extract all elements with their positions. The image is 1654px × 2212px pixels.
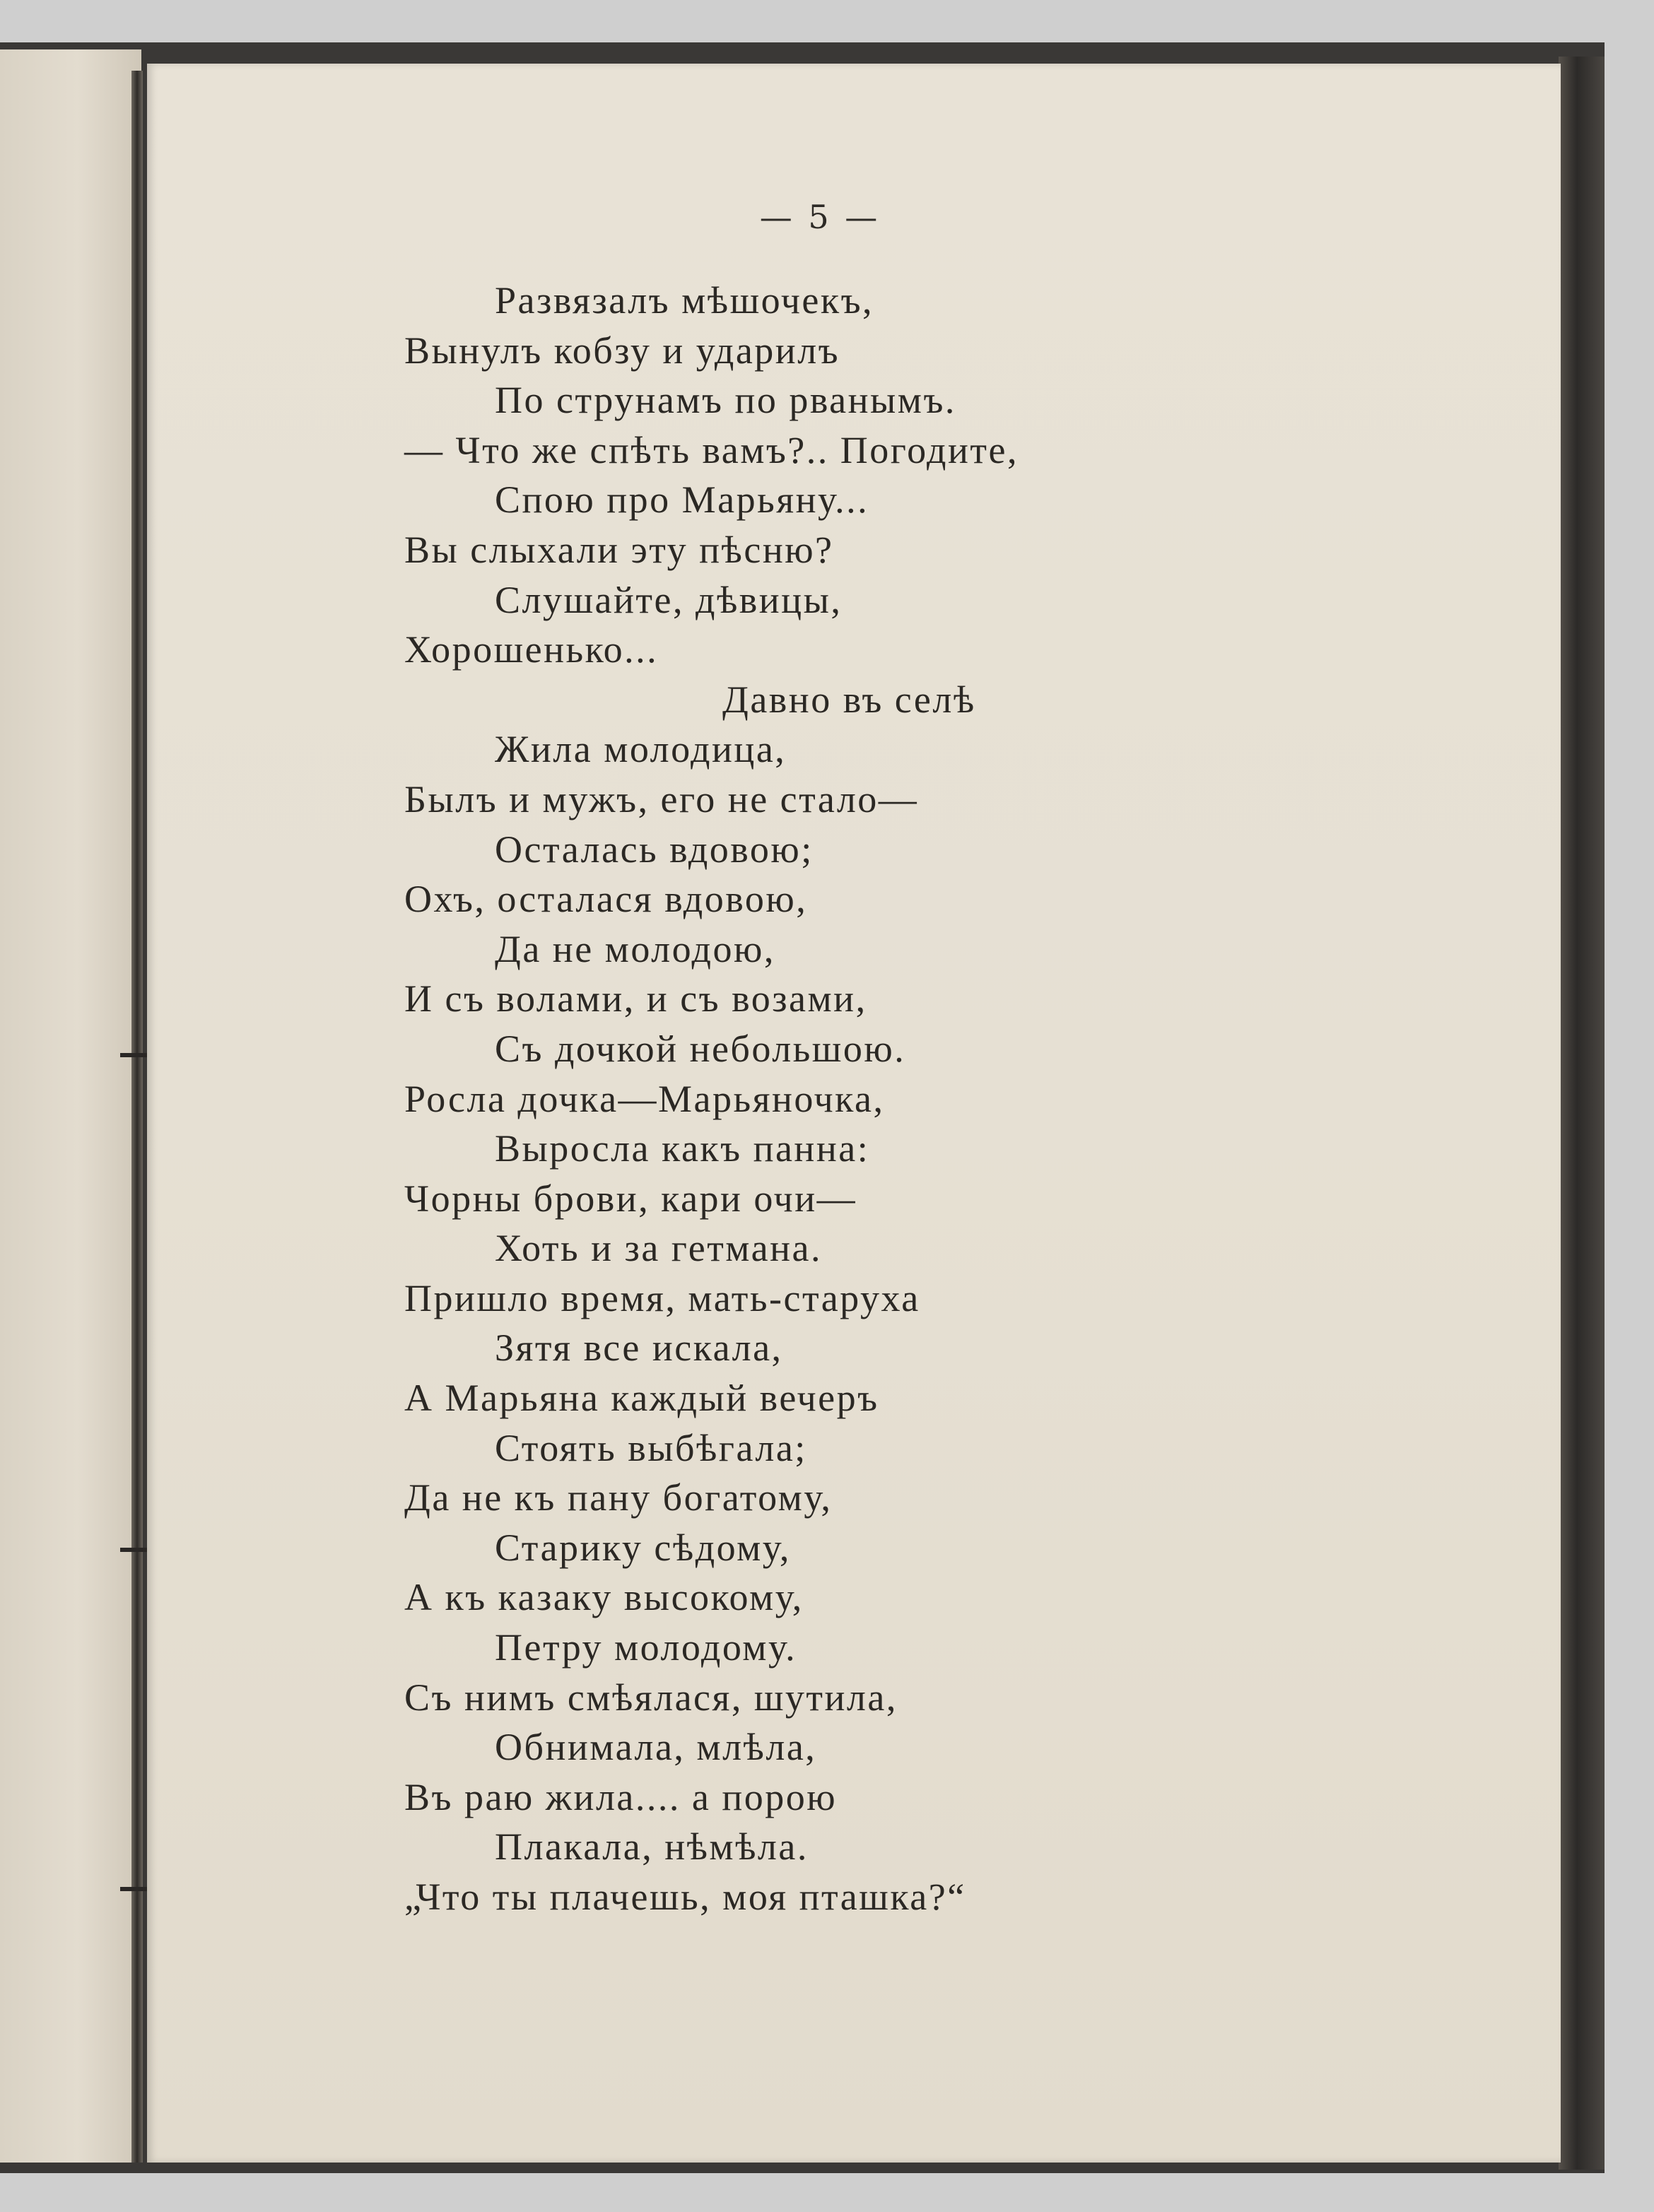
poem-line: Пришло время, мать-старуха — [404, 1276, 920, 1319]
poem-line: Да не молодою, — [495, 927, 775, 970]
poem-line: Да не къ пану богатому, — [404, 1476, 833, 1519]
poem-line: По струнамъ по рванымъ. — [495, 379, 956, 422]
page-edge — [1559, 57, 1605, 2170]
poem-line: Старику сѣдому, — [495, 1526, 791, 1569]
poem-line: А къ казаку высокому, — [404, 1576, 804, 1619]
poem-line: Слушайте, дѣвицы, — [495, 578, 843, 621]
poem-line: Петру молодому. — [495, 1626, 797, 1669]
poem-text — [404, 276, 1019, 1922]
poem-line: Выросла какъ панна: — [495, 1127, 870, 1170]
poem-line: Осталась вдовою; — [495, 828, 814, 871]
page-number: — 5 — — [759, 198, 881, 236]
poem-line: Вы слыхали эту пѣсню? — [404, 528, 834, 571]
poem-line: Давно въ селѣ — [722, 678, 976, 721]
poem-line: Плакала, нѣмѣла. — [495, 1825, 809, 1869]
poem-line: Жила молодица, — [495, 728, 787, 771]
poem-line: Въ раю жила.... а порою — [404, 1775, 838, 1818]
poem-line: Спою про Марьяну... — [495, 478, 869, 522]
poem-line: Охъ, осталася вдовою, — [404, 878, 808, 921]
poem-line: Чорны брови, кари очи— — [404, 1177, 857, 1220]
left-page — [0, 49, 141, 2163]
poem-line: Развязалъ мѣшочекъ, — [495, 279, 874, 322]
poem-line: И съ волами, и съ возами, — [404, 977, 867, 1020]
poem-line: „Что ты плачешь, моя пташка?“ — [404, 1876, 966, 1918]
poem-line: Съ нимъ смѣялася, шутила, — [404, 1676, 898, 1719]
poem-line: Обнимала, млѣла, — [495, 1726, 817, 1769]
poem-line: Съ дочкой небольшою. — [495, 1027, 906, 1070]
poem-line: Вынулъ кобзу и ударилъ — [404, 329, 840, 372]
poem-line: Зятя все искала, — [495, 1326, 783, 1370]
book-gutter — [131, 71, 143, 2163]
poem-line: Росла дочка—Марьяночка, — [404, 1077, 885, 1120]
poem-line: Хоть и за гетмана. — [495, 1227, 822, 1270]
poem-line: Хорошенько... — [404, 628, 659, 671]
poem-line: Былъ и мужъ, его не стало— — [404, 777, 919, 820]
poem-line: А Марьяна каждый вечеръ — [404, 1377, 879, 1420]
poem-line: Стоять выбѣгала; — [495, 1426, 807, 1469]
poem-line: — Что же спѣть вамъ?.. Погодите, — [404, 428, 1019, 471]
